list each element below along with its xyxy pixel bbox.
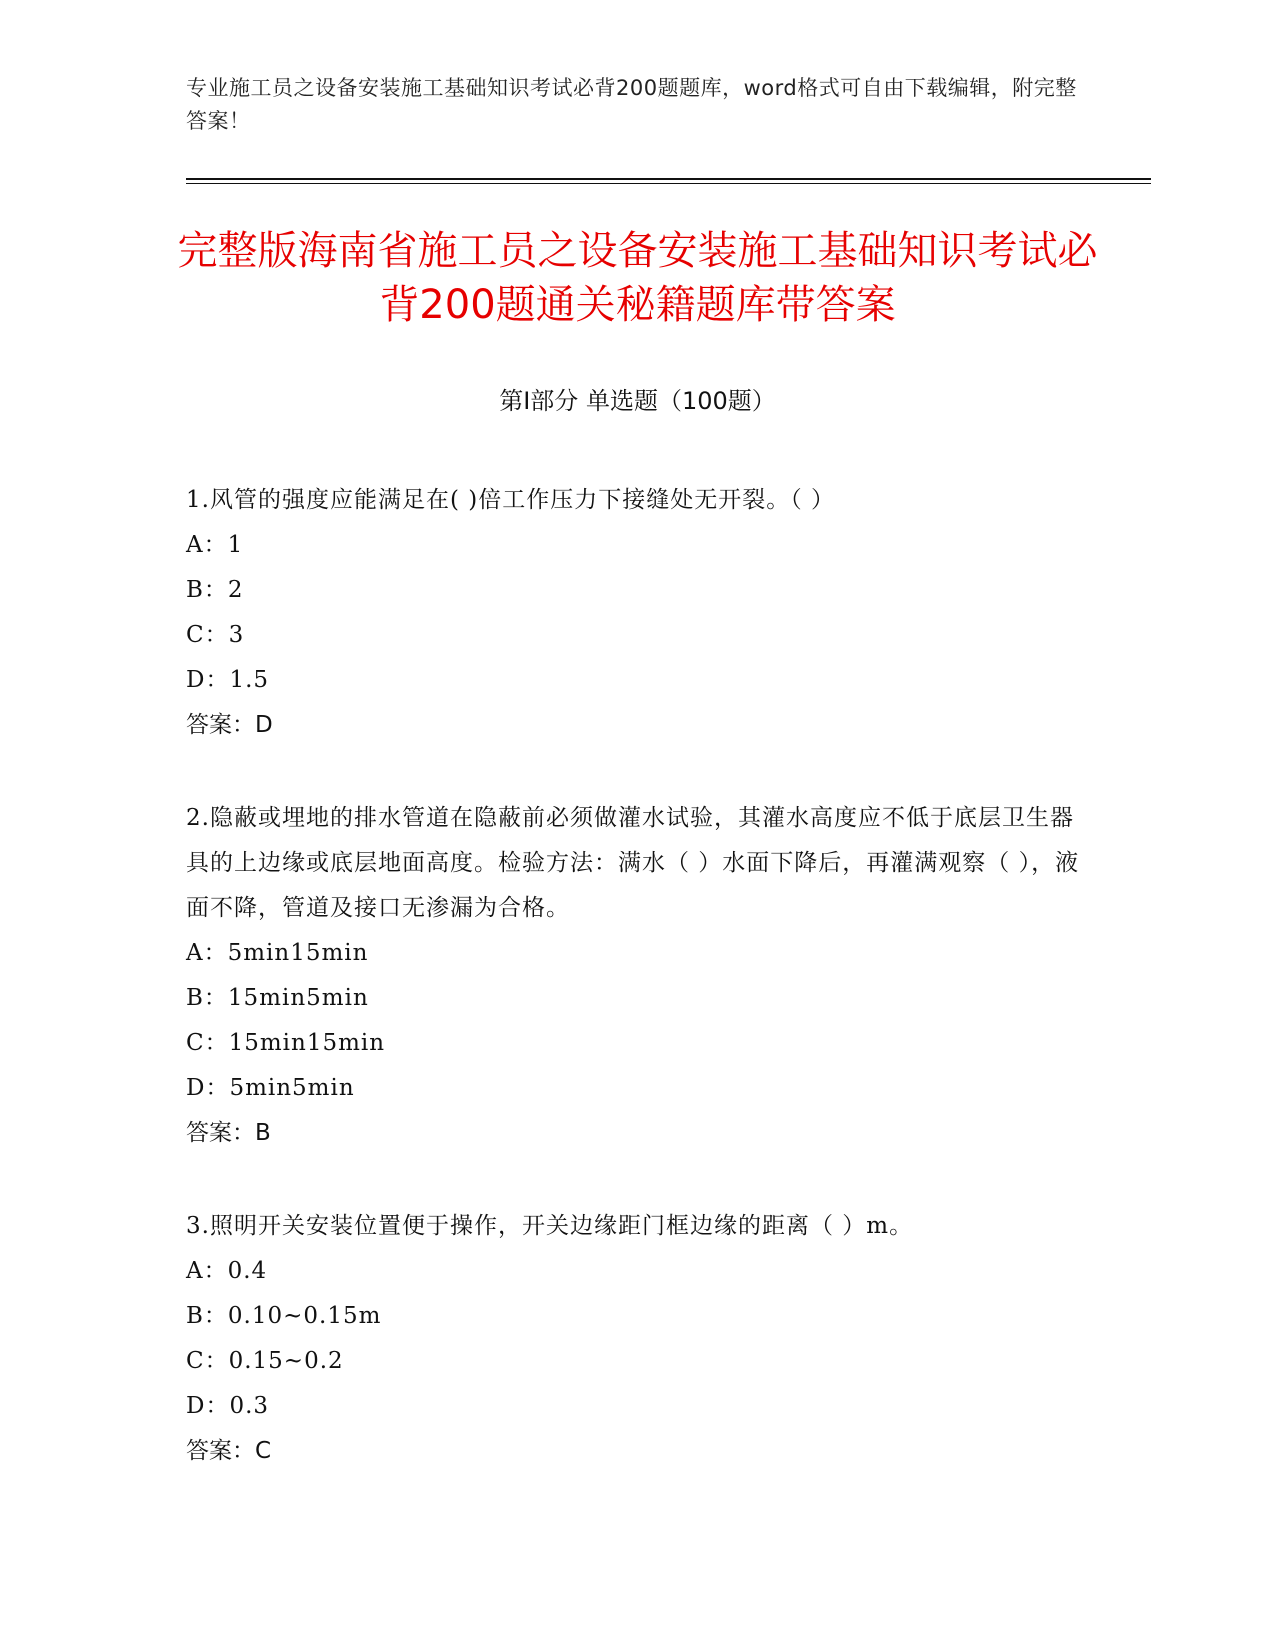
option-d: D：0.3 (186, 1393, 270, 1419)
header-rule-thin (186, 183, 1151, 184)
question-stem: 3.照明开关安装位置便于操作，开关边缘距门框边缘的距离（ ）m。 (186, 1213, 914, 1239)
option-d: D：5min5min (186, 1075, 355, 1101)
section-title: 第I部分 单选题（100题） (499, 387, 776, 415)
option-c: C：0.15~0.2 (186, 1348, 344, 1374)
question-list (186, 478, 1086, 1522)
option-b: B：0.10~0.15m (186, 1303, 382, 1329)
option-a: A：5min15min (186, 940, 369, 966)
header-note: 专业施工员之设备安装施工基础知识考试必背200题题库，word格式可自由下载编辑，附完整答案！ (186, 76, 1077, 133)
answer: 答案：D (186, 712, 273, 738)
header-rule-thick (186, 178, 1151, 180)
option-c: C：15min15min (186, 1030, 386, 1056)
question-3 (186, 1204, 1086, 1474)
option-a: A：0.4 (186, 1258, 268, 1284)
question-stem: 2.隐蔽或埋地的排水管道在隐蔽前必须做灌水试验，其灌水高度应不低于底层卫生器具的上边缘或底层地面高度。检验方法：满水（ ）水面下降后，再灌满观察（ ），液面不降，管道及接口无渗漏为合格。 (186, 805, 1080, 921)
option-c: C：3 (186, 622, 245, 648)
option-d: D：1.5 (186, 667, 270, 693)
question-stem: 1.风管的强度应能满足在( )倍工作压力下接缝处无开裂。（ ） (186, 487, 836, 513)
answer: 答案：B (186, 1120, 271, 1146)
option-a: A：1 (186, 532, 244, 558)
question-1 (186, 478, 1086, 748)
question-2 (186, 796, 1086, 1156)
answer: 答案：C (186, 1438, 272, 1464)
option-b: B：15min5min (186, 985, 369, 1011)
document-title: 完整版海南省施工员之设备安装施工基础知识考试必背200题通关秘籍题库带答案 (177, 228, 1098, 328)
option-b: B：2 (186, 577, 244, 603)
